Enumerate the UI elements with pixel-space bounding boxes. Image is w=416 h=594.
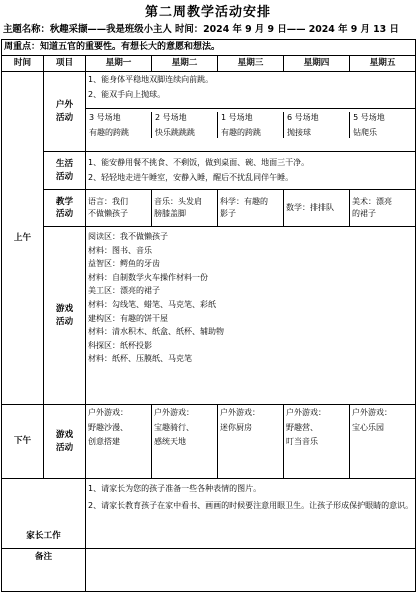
games-line: 阅读区：我不做懒孩子 (88, 232, 168, 241)
teaching-wednesday: 科学：有趣的 影子 (218, 190, 284, 227)
games-content (86, 227, 416, 405)
teaching-monday: 语言：我们 不做懒孩子 (86, 190, 152, 227)
games-line: 材料：勾线笔、蜡笔、马克笔、彩纸 (88, 299, 216, 309)
teaching-thursday: 数学：排排队 (284, 190, 350, 227)
header-thursday: 星期四 (284, 56, 350, 72)
header-friday: 星期五 (350, 56, 416, 72)
teaching-label: 教学 活动 (44, 190, 86, 227)
remarks-label: 备注 (2, 549, 86, 592)
life-content: 1、能安静用餐不挑食、不剩饭，做到桌面、碗、地面三干净。 2、轻轻地走进午睡室，安静入睡，醒后不扰乱同伴午睡。 (86, 152, 416, 190)
header-item: 项目 (44, 56, 86, 72)
header-row (2, 56, 416, 72)
games-line: 材料：纸杯、压膜纸、马克笔 (88, 354, 192, 364)
header-monday: 星期一 (86, 56, 152, 72)
games-line: 材料：清水积木、纸盒、纸杯、辅助物 (88, 327, 224, 337)
outdoor-label: 户外 活动 (44, 72, 86, 152)
afternoon-monday: 户外游戏： 野趣沙漫、 创意搭建 (86, 405, 152, 479)
parents-content (86, 479, 416, 549)
page-title: 第二周教学活动安排 (144, 5, 271, 20)
afternoon-wednesday: 户外游戏： 迷你厨房 (218, 405, 284, 479)
games-label: 游戏 活动 (44, 227, 86, 405)
parents-label: 家长工作 (2, 479, 86, 549)
remarks-content (86, 549, 416, 592)
games-line: 材料：自制数学火车操作材料一份 (88, 272, 208, 282)
outdoor-days (86, 112, 415, 138)
outdoor-content: 1、能身体平稳地双脚连续向前跳。 2、能双手向上抛球。 3 号场地 有趣的跨跳 2 号场地 快乐跳跳跳 1 号场地 有趣的跨跳 6 号场地 抛接球 5 号场地 钻爬乐 (86, 72, 416, 152)
header-time: 时间 (2, 56, 44, 72)
games-line: 科探区：纸杯投影 (88, 340, 152, 350)
games-line: 建构区：有趣的饼干屋 (88, 313, 168, 323)
outdoor-monday: 3 号场地 有趣的跨跳 (89, 113, 129, 137)
header-tuesday: 星期二 (152, 56, 218, 72)
games-line: 材料：图书、音乐 (88, 245, 152, 255)
outdoor-thursday: 6 号场地 抛接球 (283, 112, 349, 138)
parents-line-1: 1、请家长为您的孩子准备一些各种表情的图片。 (88, 484, 262, 493)
period-morning: 上午 (2, 72, 44, 405)
afternoon-games-label: 游戏 活动 (44, 405, 86, 479)
teaching-tuesday: 音乐：头发肩 膀膝盖脚 (152, 190, 218, 227)
period-afternoon: 下午 (2, 405, 44, 479)
teaching-friday: 美术：漂亮 的裙子 (350, 190, 416, 227)
outdoor-tuesday: 2 号场地 快乐跳跳跳 (151, 112, 217, 138)
weekly-focus: 周重点：知道五官的重要性。有想长大的意愿和想法。 (2, 40, 416, 56)
games-line: 美工区：漂亮的裙子 (88, 286, 160, 296)
life-label: 生活 活动 (44, 152, 86, 190)
theme-info: 主题名称：秋趣采撷——我是班级小主人 时间：2024 年 9 月 9 日—— 2024 年 9 月 13 日 (3, 24, 399, 35)
games-line: 益智区：鳄鱼的牙齿 (88, 259, 160, 269)
header-wednesday: 星期三 (218, 56, 284, 72)
outdoor-friday: 5 号场地 钻爬乐 (349, 112, 415, 138)
afternoon-thursday: 户外游戏： 野趣营、 叮当音乐 (284, 405, 350, 479)
parents-line-2: 2、请家长教育孩子在家中看书、画画的时候要注意用眼卫生。让孩子形成保护眼睛的意识。 (88, 500, 414, 510)
afternoon-friday: 户外游戏： 宝心乐园 (350, 405, 416, 479)
schedule-table (1, 39, 416, 592)
outdoor-wednesday: 1 号场地 有趣的跨跳 (217, 112, 283, 138)
afternoon-tuesday: 户外游戏： 宝趣骑行、 感统天地 (152, 405, 218, 479)
